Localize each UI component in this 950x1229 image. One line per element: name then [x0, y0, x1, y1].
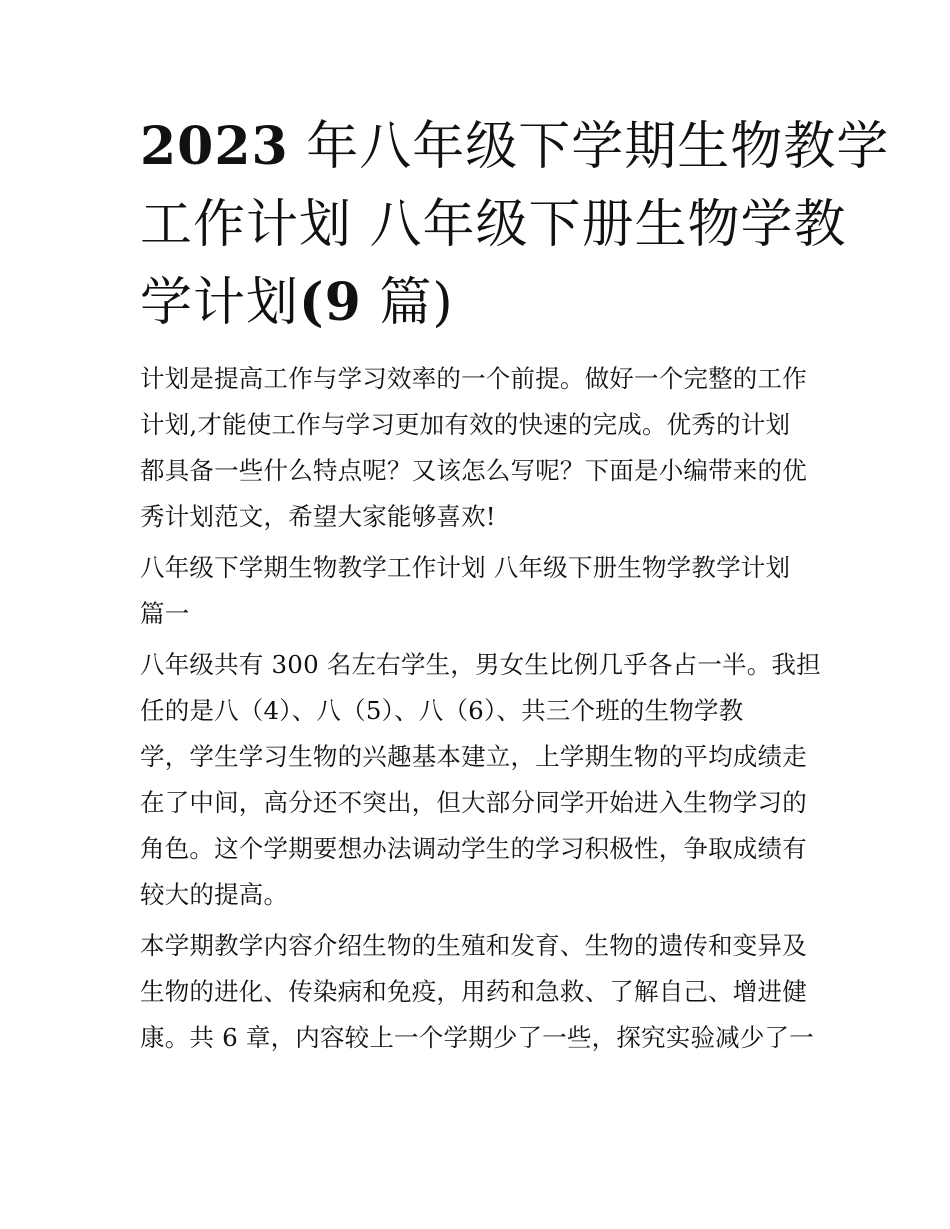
text-line: 计划,才能使工作与学习更加有效的快速的完成。优秀的计划 [140, 410, 791, 439]
intro-paragraph [140, 356, 830, 540]
page-title [140, 108, 890, 342]
text-line: 八年级共有 300 名左右学生，男女生比例几乎各占一半。我担 [140, 650, 821, 679]
text-line: 角色。这个学期要想办法调动学生的学习积极性，争取成绩有 [140, 834, 807, 863]
text-line: 较大的提高。 [140, 880, 289, 909]
text-line: 生物的进化、传染病和免疫，用药和急救、了解自己、增进健 [140, 977, 807, 1006]
text-line: 本学期教学内容介绍生物的生殖和发育、生物的遗传和变异及 [140, 931, 807, 960]
title-line-3 [140, 264, 820, 342]
title-line-2 [140, 186, 847, 264]
text-line: 计划是提高工作与学习效率的一个前提。做好一个完整的工作 [140, 364, 807, 393]
document-body [140, 356, 830, 1066]
text-line: 秀计划范文，希望大家能够喜欢! [140, 502, 496, 531]
text-line: 篇一 [140, 599, 190, 628]
text-line: 康。共 6 章，内容较上一个学期少了一些，探究实验减少了一 [140, 1023, 814, 1052]
title-text: 学计划 [140, 273, 300, 333]
text-line: 在了中间，高分还不突出，但大部分同学开始进入生物学习的 [140, 788, 807, 817]
body-paragraph [140, 642, 830, 918]
title-text: 工作计划 八年级下册生物学教 [140, 195, 847, 255]
text-line: 都具备一些什么特点呢？又该怎么写呢？下面是小编带来的优 [140, 456, 807, 485]
text-line: 学，学生学习生物的兴趣基本建立，上学期生物的平均成绩走 [140, 742, 807, 771]
title-year: 2023 [140, 116, 289, 177]
body-paragraph [140, 923, 830, 1061]
text-line: 任的是八（4）、八（5）、八（6）、共三个班的生物学教 [140, 696, 744, 725]
text-line: 八年级下学期生物教学工作计划 八年级下册生物学教学计划 [140, 553, 791, 582]
title-line-1 [140, 108, 890, 186]
title-text: 篇) [361, 273, 454, 333]
title-count: (9 [299, 272, 362, 333]
title-text: 年八年级下学期生物教学 [288, 117, 890, 177]
section-heading [140, 545, 830, 637]
